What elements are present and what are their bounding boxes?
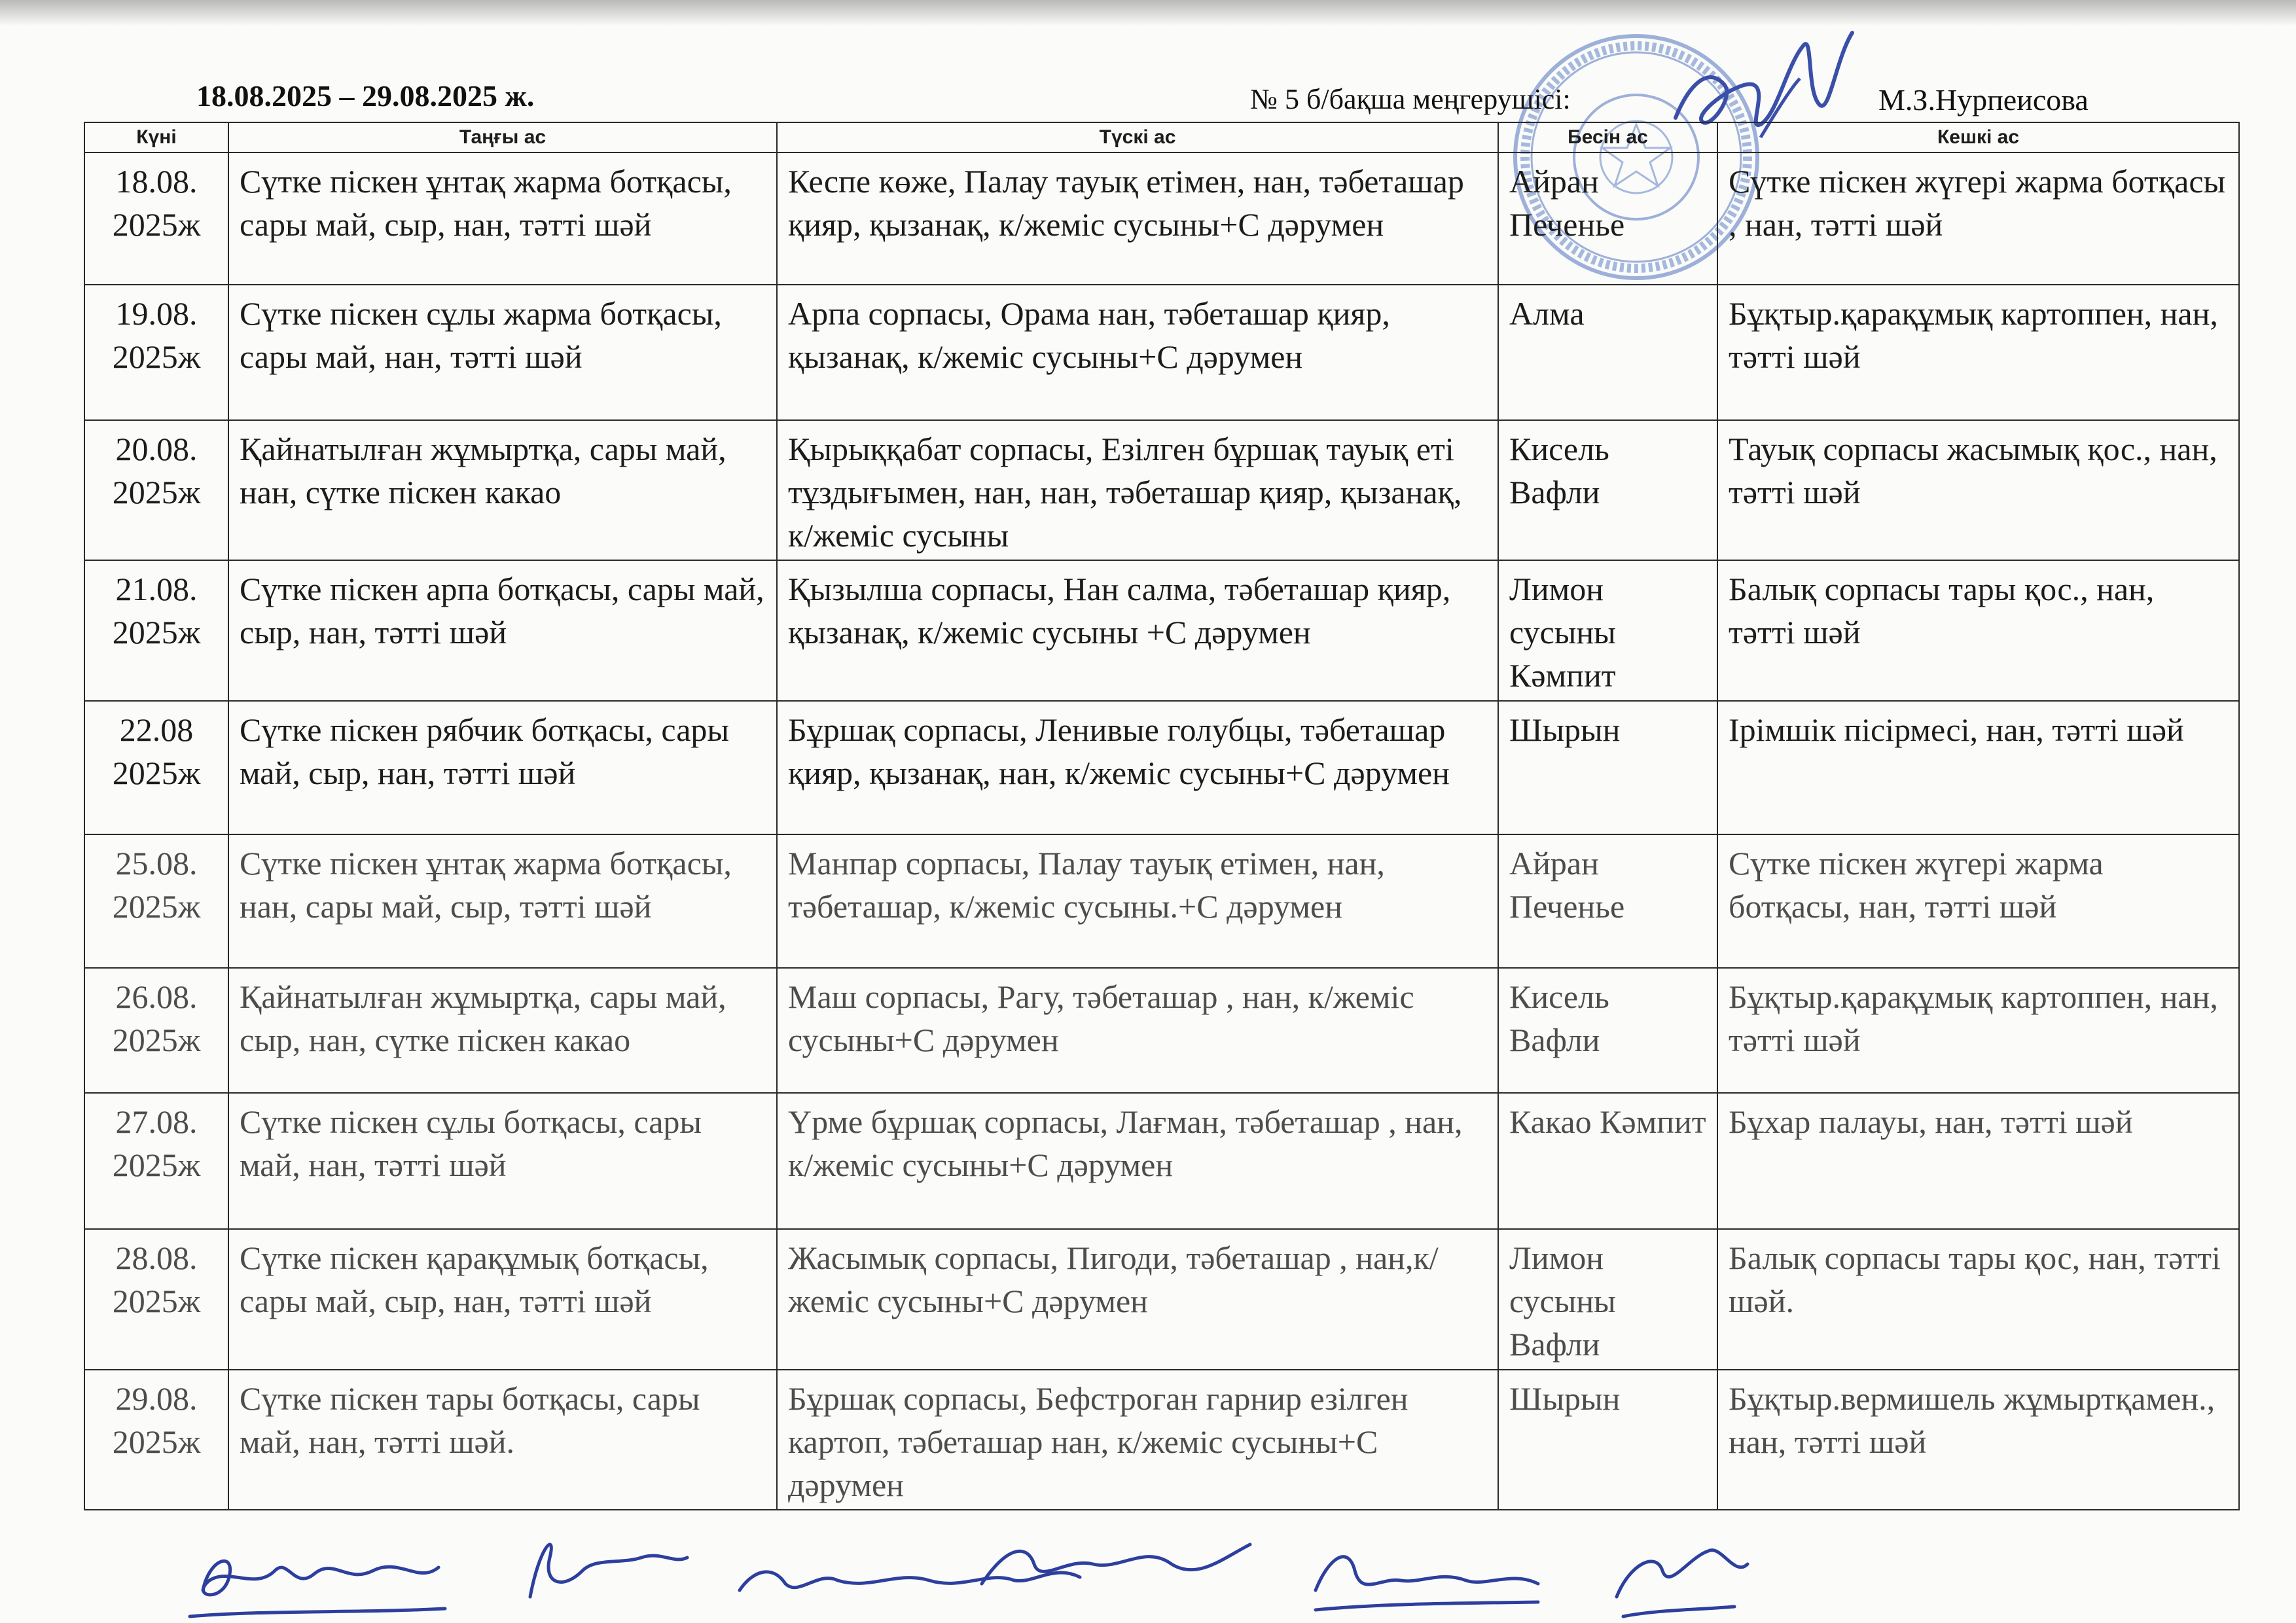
breakfast-cell: Қайнатылған жұмыртқа, сары май, сыр, нан, сүтке піскен какао: [228, 968, 777, 1092]
scan-edge-shadow: [0, 0, 2296, 26]
lunch-cell: Бұршақ сорпасы, Бефстроган гарнир езілген картоп, тәбеташар нан, к/жеміс сусыны+С дәрумен: [777, 1370, 1498, 1510]
table-row: [84, 1370, 2239, 1510]
table-row: [84, 968, 2239, 1092]
breakfast-cell: Сүтке піскен арпа ботқасы, сары май, сыр, нан, тәтті шәй: [228, 560, 777, 700]
day-cell: 29.08. 2025ж: [84, 1370, 228, 1510]
dinner-cell: Балық сорпасы тары қос, нан, тәтті шәй.: [1717, 1229, 2239, 1369]
dinner-cell: Бұқтыр.қарақұмық картоппен, нан, тәтті шәй: [1717, 968, 2239, 1092]
snack-cell: Кисель Вафли: [1498, 968, 1717, 1092]
breakfast-cell: Сүтке піскен тары ботқасы, сары май, нан, тәтті шәй.: [228, 1370, 777, 1510]
day-cell: 21.08. 2025ж: [84, 560, 228, 700]
column-header-lunch: Түскі ас: [777, 122, 1498, 152]
breakfast-cell: Сүтке піскен қарақұмық ботқасы, сары май, сыр, нан, тәтті шәй: [228, 1229, 777, 1369]
day-cell: 18.08. 2025ж: [84, 152, 228, 285]
table-row: [84, 152, 2239, 285]
menu-header-row: [84, 122, 2239, 152]
lunch-cell: Манпар сорпасы, Палау тауық етімен, нан, тәбеташар, к/жеміс сусыны.+С дәрумен: [777, 834, 1498, 968]
snack-cell: Шырын: [1498, 701, 1717, 834]
table-row: [84, 834, 2239, 968]
dinner-cell: Балық сорпасы тары қос., нан, тәтті шәй: [1717, 560, 2239, 700]
snack-cell: Шырын: [1498, 1370, 1717, 1510]
commission-signatures-icon: [164, 1518, 2193, 1623]
dinner-cell: Бұхар палауы, нан, тәтті шәй: [1717, 1093, 2239, 1229]
menu-date-range: 18.08.2025 – 29.08.2025 ж.: [196, 79, 535, 113]
lunch-cell: Арпа сорпасы, Орама нан, тәбеташар қияр, қызанақ, к/жеміс сусыны+С дәрумен: [777, 285, 1498, 419]
snack-cell: Какао Кәмпит: [1498, 1093, 1717, 1229]
lunch-cell: Кеспе көже, Палау тауық етімен, нан, тәбеташар қияр, қызанақ, к/жеміс сусыны+С дәрумен: [777, 152, 1498, 285]
kindergarten-head-name: М.З.Нурпеисова: [1878, 83, 2089, 116]
day-cell: 27.08. 2025ж: [84, 1093, 228, 1229]
dinner-cell: Сүтке піскен жүгері жарма ботқасы, нан, тәтті шәй: [1717, 834, 2239, 968]
column-header-breakfast: Таңғы ас: [228, 122, 777, 152]
breakfast-cell: Сүтке піскен ұнтақ жарма ботқасы, нан, сары май, сыр, тәтті шәй: [228, 834, 777, 968]
breakfast-cell: Қайнатылған жұмыртқа, сары май, нан, сүтке піскен какао: [228, 420, 777, 560]
column-header-day: Күні: [84, 122, 228, 152]
breakfast-cell: Сүтке піскен ұнтақ жарма ботқасы, сары май, сыр, нан, тәтті шәй: [228, 152, 777, 285]
snack-cell: Лимон сусыны Кәмпит: [1498, 560, 1717, 700]
snack-cell: Айран Печенье: [1498, 834, 1717, 968]
lunch-cell: Маш сорпасы, Рагу, тәбеташар , нан, к/жеміс сусыны+С дәрумен: [777, 968, 1498, 1092]
dinner-cell: Тауық сорпасы жасымық қос., нан, тәтті шәй: [1717, 420, 2239, 560]
table-row: [84, 560, 2239, 700]
column-header-dinner: Кешкі ас: [1717, 122, 2239, 152]
table-row: [84, 701, 2239, 834]
day-cell: 19.08. 2025ж: [84, 285, 228, 419]
table-row: [84, 285, 2239, 419]
day-cell: 28.08. 2025ж: [84, 1229, 228, 1369]
snack-cell: Лимон сусыны Вафли: [1498, 1229, 1717, 1369]
table-row: [84, 1093, 2239, 1229]
day-cell: 26.08. 2025ж: [84, 968, 228, 1092]
dinner-cell: Бұқтыр.вермишель жұмыртқамен., нан, тәтті шәй: [1717, 1370, 2239, 1510]
snack-cell: Алма: [1498, 285, 1717, 419]
lunch-cell: Қырыққабат сорпасы, Езілген бұршақ тауық еті тұздығымен, нан, нан, тәбеташар қияр, қызанақ, к/жеміс сусыны: [777, 420, 1498, 560]
menu-table: [84, 122, 2240, 1510]
dinner-cell: Бұқтыр.қарақұмық картоппен, нан, тәтті шәй: [1717, 285, 2239, 419]
day-cell: 25.08. 2025ж: [84, 834, 228, 968]
breakfast-cell: Сүтке піскен рябчик ботқасы, сары май, сыр, нан, тәтті шәй: [228, 701, 777, 834]
table-row: [84, 1229, 2239, 1369]
dinner-cell: Сүтке піскен жүгері жарма ботқасы , нан, тәтті шәй: [1717, 152, 2239, 285]
day-cell: 20.08. 2025ж: [84, 420, 228, 560]
breakfast-cell: Сүтке піскен сұлы жарма ботқасы, сары май, нан, тәтті шәй: [228, 285, 777, 419]
kindergarten-head-role: № 5 б/бақша меңгерушісі:: [1250, 83, 1571, 115]
snack-cell: Айран Печенье: [1498, 152, 1717, 285]
column-header-snack: Бесін ас: [1498, 122, 1717, 152]
lunch-cell: Қызылша сорпасы, Нан салма, тәбеташар қияр, қызанақ, к/жеміс сусыны +С дәрумен: [777, 560, 1498, 700]
breakfast-cell: Сүтке піскен сұлы ботқасы, сары май, нан, тәтті шәй: [228, 1093, 777, 1229]
dinner-cell: Ірімшік пісірмесі, нан, тәтті шәй: [1717, 701, 2239, 834]
lunch-cell: Үрме бұршақ сорпасы, Лағман, тәбеташар , нан, к/жеміс сусыны+С дәрумен: [777, 1093, 1498, 1229]
day-cell: 22.08 2025ж: [84, 701, 228, 834]
lunch-cell: Жасымық сорпасы, Пигоди, тәбеташар , нан,к/жеміс сусыны+С дәрумен: [777, 1229, 1498, 1369]
snack-cell: Кисель Вафли: [1498, 420, 1717, 560]
table-row: [84, 420, 2239, 560]
lunch-cell: Бұршақ сорпасы, Ленивые голубцы, тәбеташар қияр, қызанақ, нан, к/жеміс сусыны+С дәрумен: [777, 701, 1498, 834]
